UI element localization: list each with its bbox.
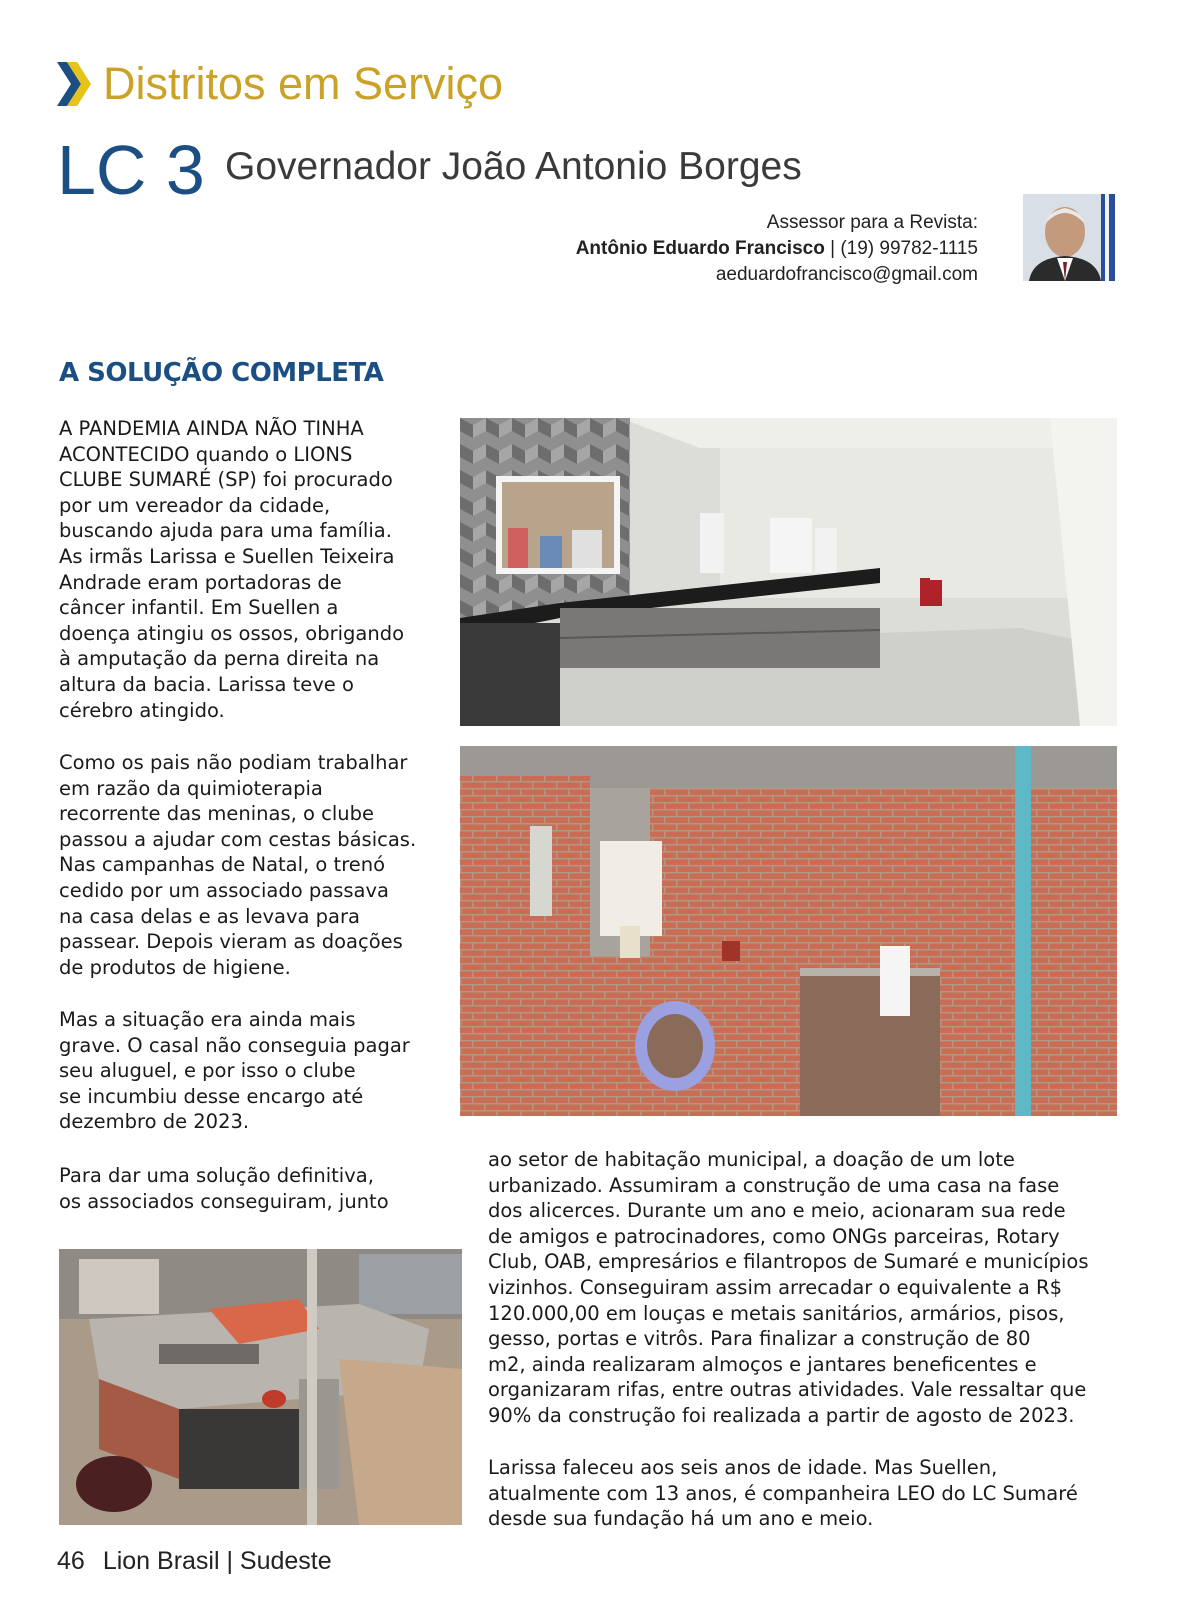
advisor-portrait [1023,194,1115,281]
article-paragraph-4: Para dar uma solução definitiva, os associados conseguiram, junto [59,1164,389,1213]
article-paragraph-2: Como os pais não podiam trabalhar em razão da quimioterapia recorrente das meninas, o clube passou a ajudar com cestas básicas. Nas campanhas de Natal, o trenó cedido por um associado passava na casa delas e as levava para passear. Depois vieram as doações de produtos de higiene. [59,751,417,979]
article-paragraph-3: Mas a situação era ainda mais grave. O casal não conseguia pagar seu aluguel, e por isso o clube se incumbiu desse encargo até dezembro de 2023. [59,1008,410,1134]
chevron-right-icon [57,62,93,106]
governor-name: Governador João Antonio Borges [225,145,802,188]
advisor-label: Assessor para a Revista: [766,212,978,233]
kitchen-photo [460,418,1117,726]
article-paragraph-6: Larissa faleceu aos seis anos de idade. Mas Suellen, atualmente com 13 anos, é companheira LEO do LC Sumaré desde sua fundação há um ano e meio. [488,1456,1078,1531]
advisor-phone: (19) 99782-1115 [840,238,978,259]
page-number: 46 [57,1547,85,1575]
advisor-separator: | [830,238,836,259]
district-code: LC 3 [57,131,205,209]
article-headline: A SOLUÇÃO COMPLETA [59,358,384,388]
advisor-email: aeduardofrancisco@gmail.com [715,264,978,285]
aerial-house-photo [59,1249,462,1525]
article-paragraph-5: ao setor de habitação municipal, a doação de um lote urbanizado. Assumiram a construção de uma casa na fase dos alicerces. Durante um ano e meio, acionaram sua rede de amigos e patrocinadores, como ONGs parceiras, Rotary Club, OAB, empresários e filantropos de Sumaré e municípios vizinhos. Conseguiram assim arrecadar o equivalente a R$ 120.000,00 em louças e metais sanitários, armários, pisos, gesso, portas e vitrôs. Para finalizar a construção de 80 m2, ainda realizaram almoços e jantares beneficentes e organizaram rifas, entre outras atividades. Vale ressaltar que 90% da construção foi realizada a partir de agosto de 2023. [488,1148,1089,1427]
article-paragraph-1: A PANDEMIA AINDA NÃO TINHA ACONTECIDO quando o LIONS CLUBE SUMARÉ (SP) foi procurado por um vereador da cidade, buscando ajuda para uma família. As irmãs Larissa e Suellen Teixeira Andrade eram portadoras de câncer infantil. Em Suellen a doença atingiu os ossos, obrigando à amputação da perna direita na altura da bacia. Larissa teve o cérebro atingido. [59,417,405,722]
advisor-contact-line [576,236,978,262]
advisor-info [576,210,978,288]
construction-photo [460,746,1117,1116]
publication-name: Lion Brasil | Sudeste [102,1547,332,1575]
page-footer [57,1547,332,1576]
section-title: Distritos em Serviço [103,58,504,109]
advisor-name: Antônio Eduardo Francisco [575,238,825,259]
